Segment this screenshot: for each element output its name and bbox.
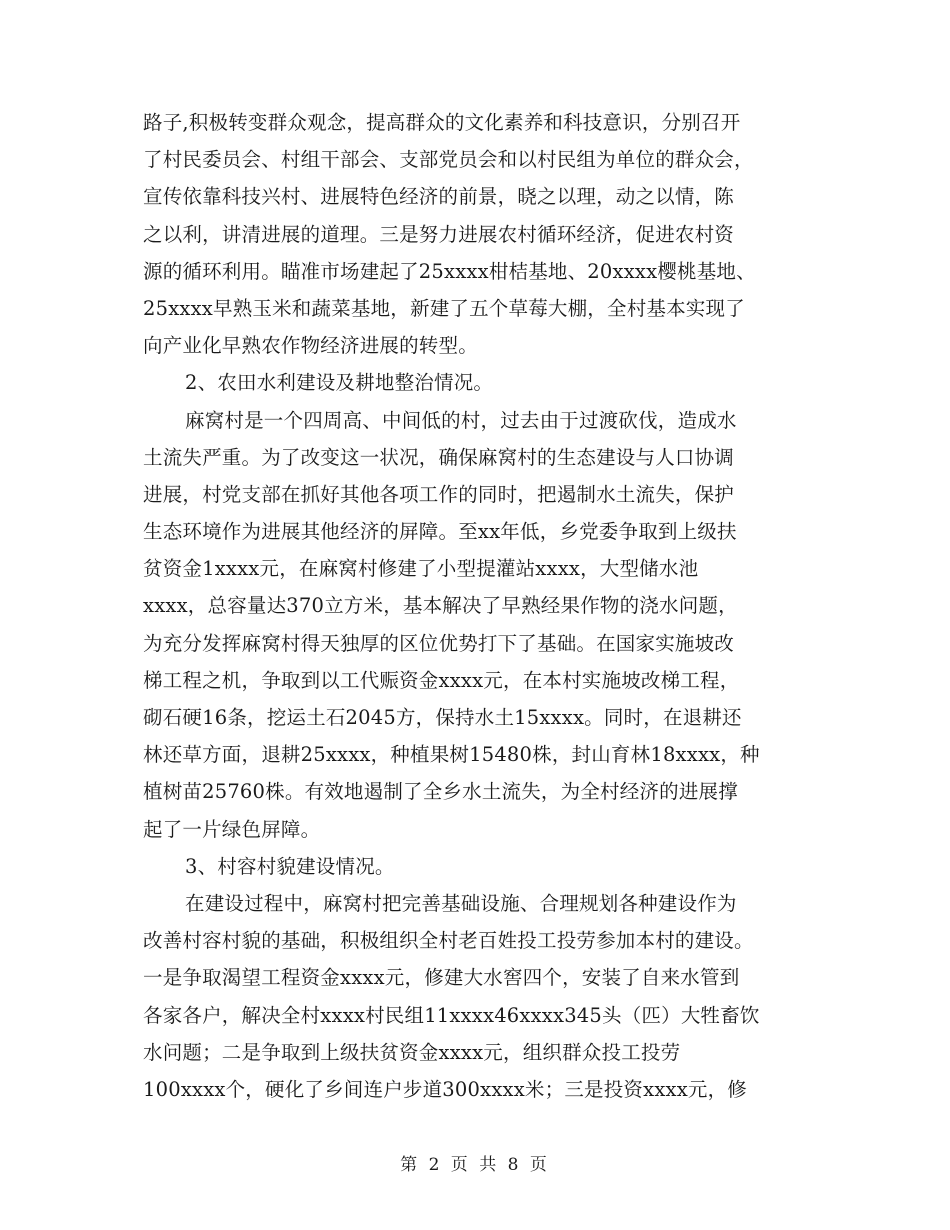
text-line: 贫资金1xxxx元，在麻窝村修建了小型提灌站xxxx，大型储水池 — [143, 557, 699, 581]
text-line: 为充分发挥麻窝村得天独厚的区位优势打下了基础。在国家实施坡改 — [143, 631, 735, 655]
text-line: 土流失严重。为了改变这一状况，确保麻窝村的生态建设与人口协调 — [143, 445, 735, 469]
text-line: 植树苗25760株。有效地遏制了全乡水土流失，为全村经济的进展撑 — [143, 780, 738, 804]
text-line: 了村民委员会、村组干部会、支部党员会和以村民组为单位的群众会， — [143, 148, 754, 172]
text-line: 起了一片绿色屏障。 — [143, 817, 321, 841]
text-line: 之以利，讲清进展的道理。三是努力进展农村循环经济，促进农村资 — [143, 222, 735, 246]
text-line: 向产业化早熟农作物经济进展的转型。 — [143, 334, 478, 358]
section-heading-2: 2、农田水利建设及耕地整治情况。 — [185, 371, 494, 395]
text-line: 在建设过程中，麻窝村把完善基础设施、合理规划各种建设作为 — [185, 891, 737, 915]
text-line: 一是争取渴望工程资金xxxx元，修建大水窖四个，安装了自来水管到 — [143, 966, 740, 990]
text-line: 源的循环利用。瞄准市场建起了25xxxx柑桔基地、20xxxx樱桃基地、 — [143, 259, 756, 283]
text-line: xxxx，总容量达370立方米，基本解决了早熟经果作物的浇水问题， — [143, 594, 738, 618]
text-line: 林还草方面，退耕25xxxx，种植果树15480株，封山育林18xxxx，种 — [143, 743, 760, 767]
text-line: 改善村容村貌的基础，积极组织全村老百姓投工投劳参加本村的建设。 — [143, 929, 754, 953]
text-line: 100xxxx个，硬化了乡间连户步道300xxxx米；三是投资xxxx元，修 — [143, 1077, 748, 1101]
text-line: 水问题；二是争取到上级扶贫资金xxxx元，组织群众投工投劳 — [143, 1040, 681, 1064]
text-line: 路子,积极转变群众观念，提高群众的文化素养和科技意识，分别召开 — [143, 111, 741, 134]
text-line: 梯工程之机，争取到以工代赈资金xxxx元，在本村实施坡改梯工程， — [143, 668, 740, 692]
text-line: 25xxxx早熟玉米和蔬菜基地，新建了五个草莓大棚，全村基本实现了 — [143, 296, 745, 320]
page-footer: 第 2 页 共 8 页 — [400, 1155, 550, 1175]
text-line: 生态环境作为进展其他经济的屏障。至xx年低，乡党委争取到上级扶 — [143, 520, 737, 544]
text-line: 各家各户，解决全村xxxx村民组11xxxx46xxxx345头（匹）大牲畜饮 — [143, 1003, 760, 1027]
text-line: 砌石硬16条，挖运土石2045方，保持水土15xxxx。同时，在退耕还 — [143, 706, 742, 729]
section-heading-3: 3、村容村貌建设情况。 — [185, 854, 395, 878]
text-line: 宣传依靠科技兴村、进展特色经济的前景，晓之以理，动之以情，陈 — [143, 185, 735, 209]
body-text — [143, 104, 803, 1108]
text-line: 麻窝村是一个四周高、中间低的村，过去由于过渡砍伐，造成水 — [185, 408, 737, 432]
text-line: 进展，村党支部在抓好其他各项工作的同时，把遏制水土流失，保护 — [143, 482, 735, 506]
